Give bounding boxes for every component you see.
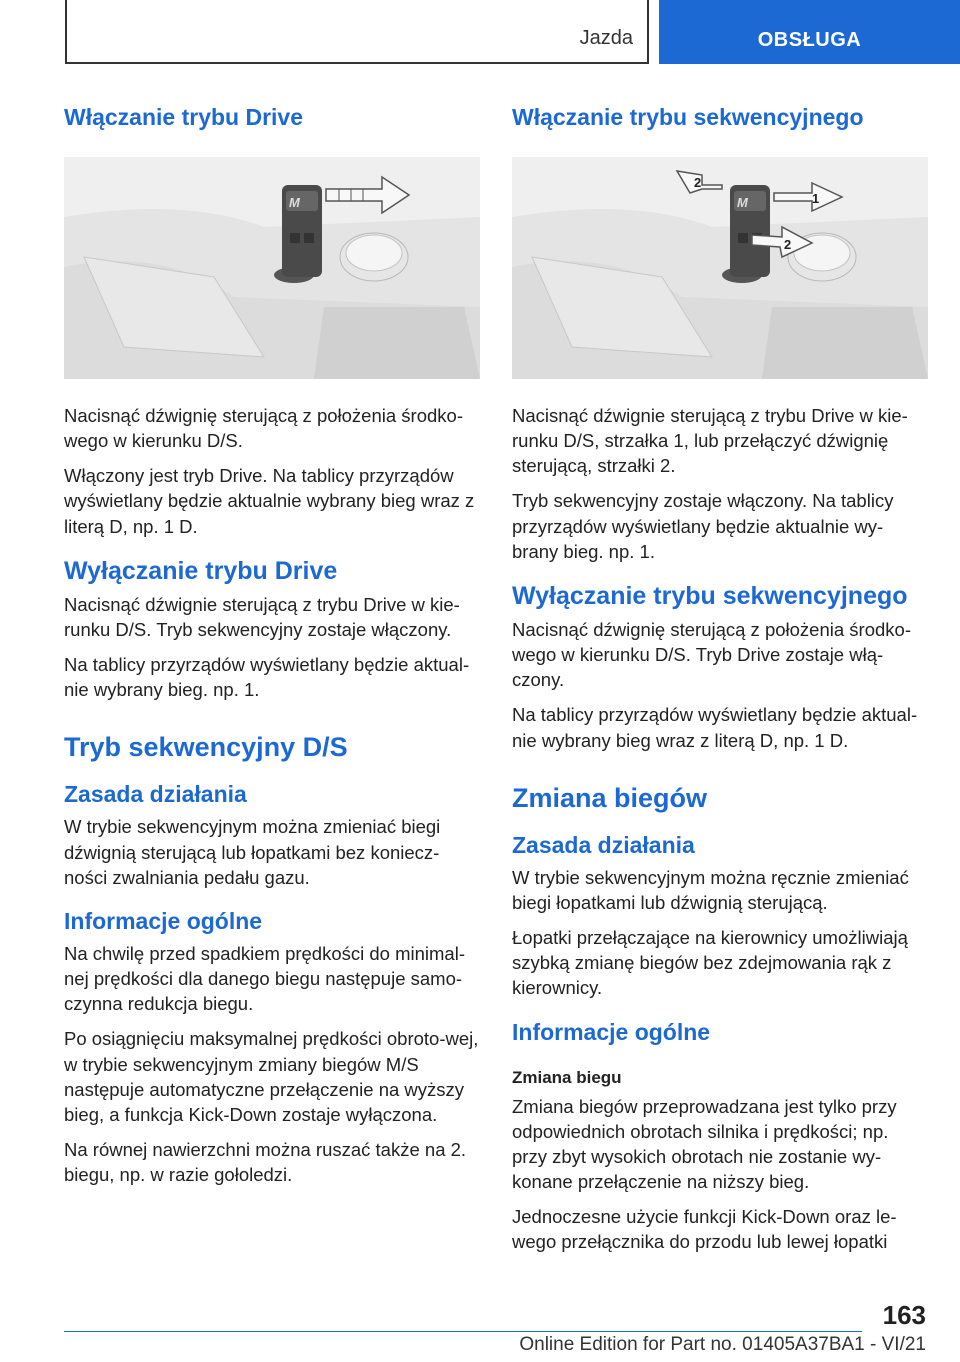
left-column — [64, 100, 480, 1197]
paragraph-principle-2: W trybie sekwencyjnym można ręcznie zmieniać biegi łopatkami lub dźwignią sterującą. — [512, 866, 909, 913]
figure-gear-lever-sequential — [512, 157, 928, 379]
paragraph-sequential-off-1: Nacisnąć dźwignię sterującą z położenia środko-wego w kierunku D/S. Tryb Drive zostaje włą-czony. — [512, 618, 911, 691]
heading-sequential-mode: Tryb sekwencyjny D/S — [64, 732, 348, 763]
header-chapter-title: OBSŁUGA — [757, 29, 862, 51]
page-footer — [0, 1290, 960, 1362]
right-column — [512, 100, 928, 1264]
arrow-label-2-bottom: 2 — [784, 237, 792, 252]
heading-principle-2: Zasada działania — [512, 831, 695, 858]
heading-sequential-off: Wyłączanie trybu sekwencyjnego — [512, 581, 908, 610]
gear-lever-sequential-illustration — [512, 157, 928, 379]
header-section-box — [65, 0, 649, 64]
footer-divider — [64, 1331, 862, 1332]
arrow-label-1: 1 — [812, 191, 820, 206]
heading-drive-on: Włączanie trybu Drive — [64, 104, 304, 130]
paragraph-sequential-off-2: Na tablicy przyrządów wyświetlany będzie aktual-nie wybrany bieg wraz z literą D, np. 1 D. — [512, 704, 918, 751]
caption-drive-on: Nacisnąć dźwignię sterującą z położenia środko-wego w kierunku D/S. — [64, 405, 463, 452]
paragraph-drive-on-info: Włączony jest tryb Drive. Na tablicy przyrządów wyświetlany będzie aktualnie wybrany bieg wraz z literą D, np. 1 D. — [64, 465, 475, 537]
header-section-title: Jazda — [579, 27, 633, 49]
figure-gear-lever-drive — [64, 157, 480, 379]
page-header — [0, 0, 960, 66]
edition-note: Online Edition for Part no. 01405A37BA1 - VI/21 — [519, 1334, 926, 1355]
heading-general-info-2: Informacje ogólne — [512, 1018, 711, 1045]
svg-text:M: M — [737, 195, 748, 210]
heading-general-info: Informacje ogólne — [64, 907, 263, 934]
arrow-label-2-top: 2 — [694, 175, 702, 190]
svg-text:M: M — [289, 195, 300, 210]
paragraph-sequential-on-info: Tryb sekwencyjny zostaje włączony. Na tablicy przyrządów wyświetlany będzie aktualnie wy-brany bieg. np. 1. — [512, 490, 894, 562]
heading-gear-shift: Zmiana biegu — [512, 1067, 622, 1087]
gear-lever-drive-illustration — [64, 157, 480, 379]
heading-drive-off: Wyłączanie trybu Drive — [64, 556, 338, 585]
paragraph-general-3: Na równej nawierzchni można ruszać także na 2. biegu, np. w razie gołoledzi. — [64, 1138, 467, 1186]
paragraph-gear-shift-1: Zmiana biegów przeprowadzana jest tylko przy odpowiednich obrotach silnika i prędkości; np. przy zbyt wysokich obrotach nie zostanie wy-konane przełączenie na niższy bieg. — [512, 1095, 897, 1192]
page-number: 163 — [882, 1300, 926, 1330]
paragraph-paddles: Łopatki przełączające na kierownicy umożliwiają szybką zmianę biegów bez zdejmowania rąk z kierownicy. — [512, 927, 908, 999]
paragraph-drive-off-2: Na tablicy przyrządów wyświetlany będzie aktual-nie wybrany bieg. np. 1. — [64, 654, 470, 701]
heading-gear-change: Zmiana biegów — [512, 782, 708, 813]
heading-sequential-on: Włączanie trybu sekwencyjnego — [512, 104, 864, 130]
caption-sequential-on: Nacisnąć dźwignie sterującą z trybu Drive w kie-runku D/S, strzałka 1, lub przełączyć dźwignię sterującą, strzałki 2. — [512, 405, 908, 477]
paragraph-drive-off-1: Nacisnąć dźwignie sterującą z trybu Drive w kie-runku D/S. Tryb sekwencyjny zostaje włączony. — [64, 593, 460, 640]
paragraph-gear-shift-2: Jednoczesne użycie funkcji Kick-Down oraz le-wego przełącznika do przodu lub lewej łopatki — [512, 1206, 897, 1253]
header-chapter-tab — [659, 0, 960, 64]
paragraph-principle: W trybie sekwencyjnym można zmieniać biegi dźwignią sterującą lub łopatkami bez koniecz-ności zwalniania pedału gazu. — [64, 816, 441, 888]
paragraph-general-1: Na chwilę przed spadkiem prędkości do minimal-nej prędkości dla danego biegu następuje samo-czynna redukcja biegu. — [64, 942, 465, 1015]
paragraph-general-2: Po osiągnięciu maksymalnej prędkości obroto-wej, w trybie sekwencyjnym zmiany biegów M/S następuje automatyczne przełączenie na wyższy bieg, a funkcja Kick-Down zostaje wyłączona. — [64, 1028, 479, 1125]
heading-principle: Zasada działania — [64, 781, 247, 808]
